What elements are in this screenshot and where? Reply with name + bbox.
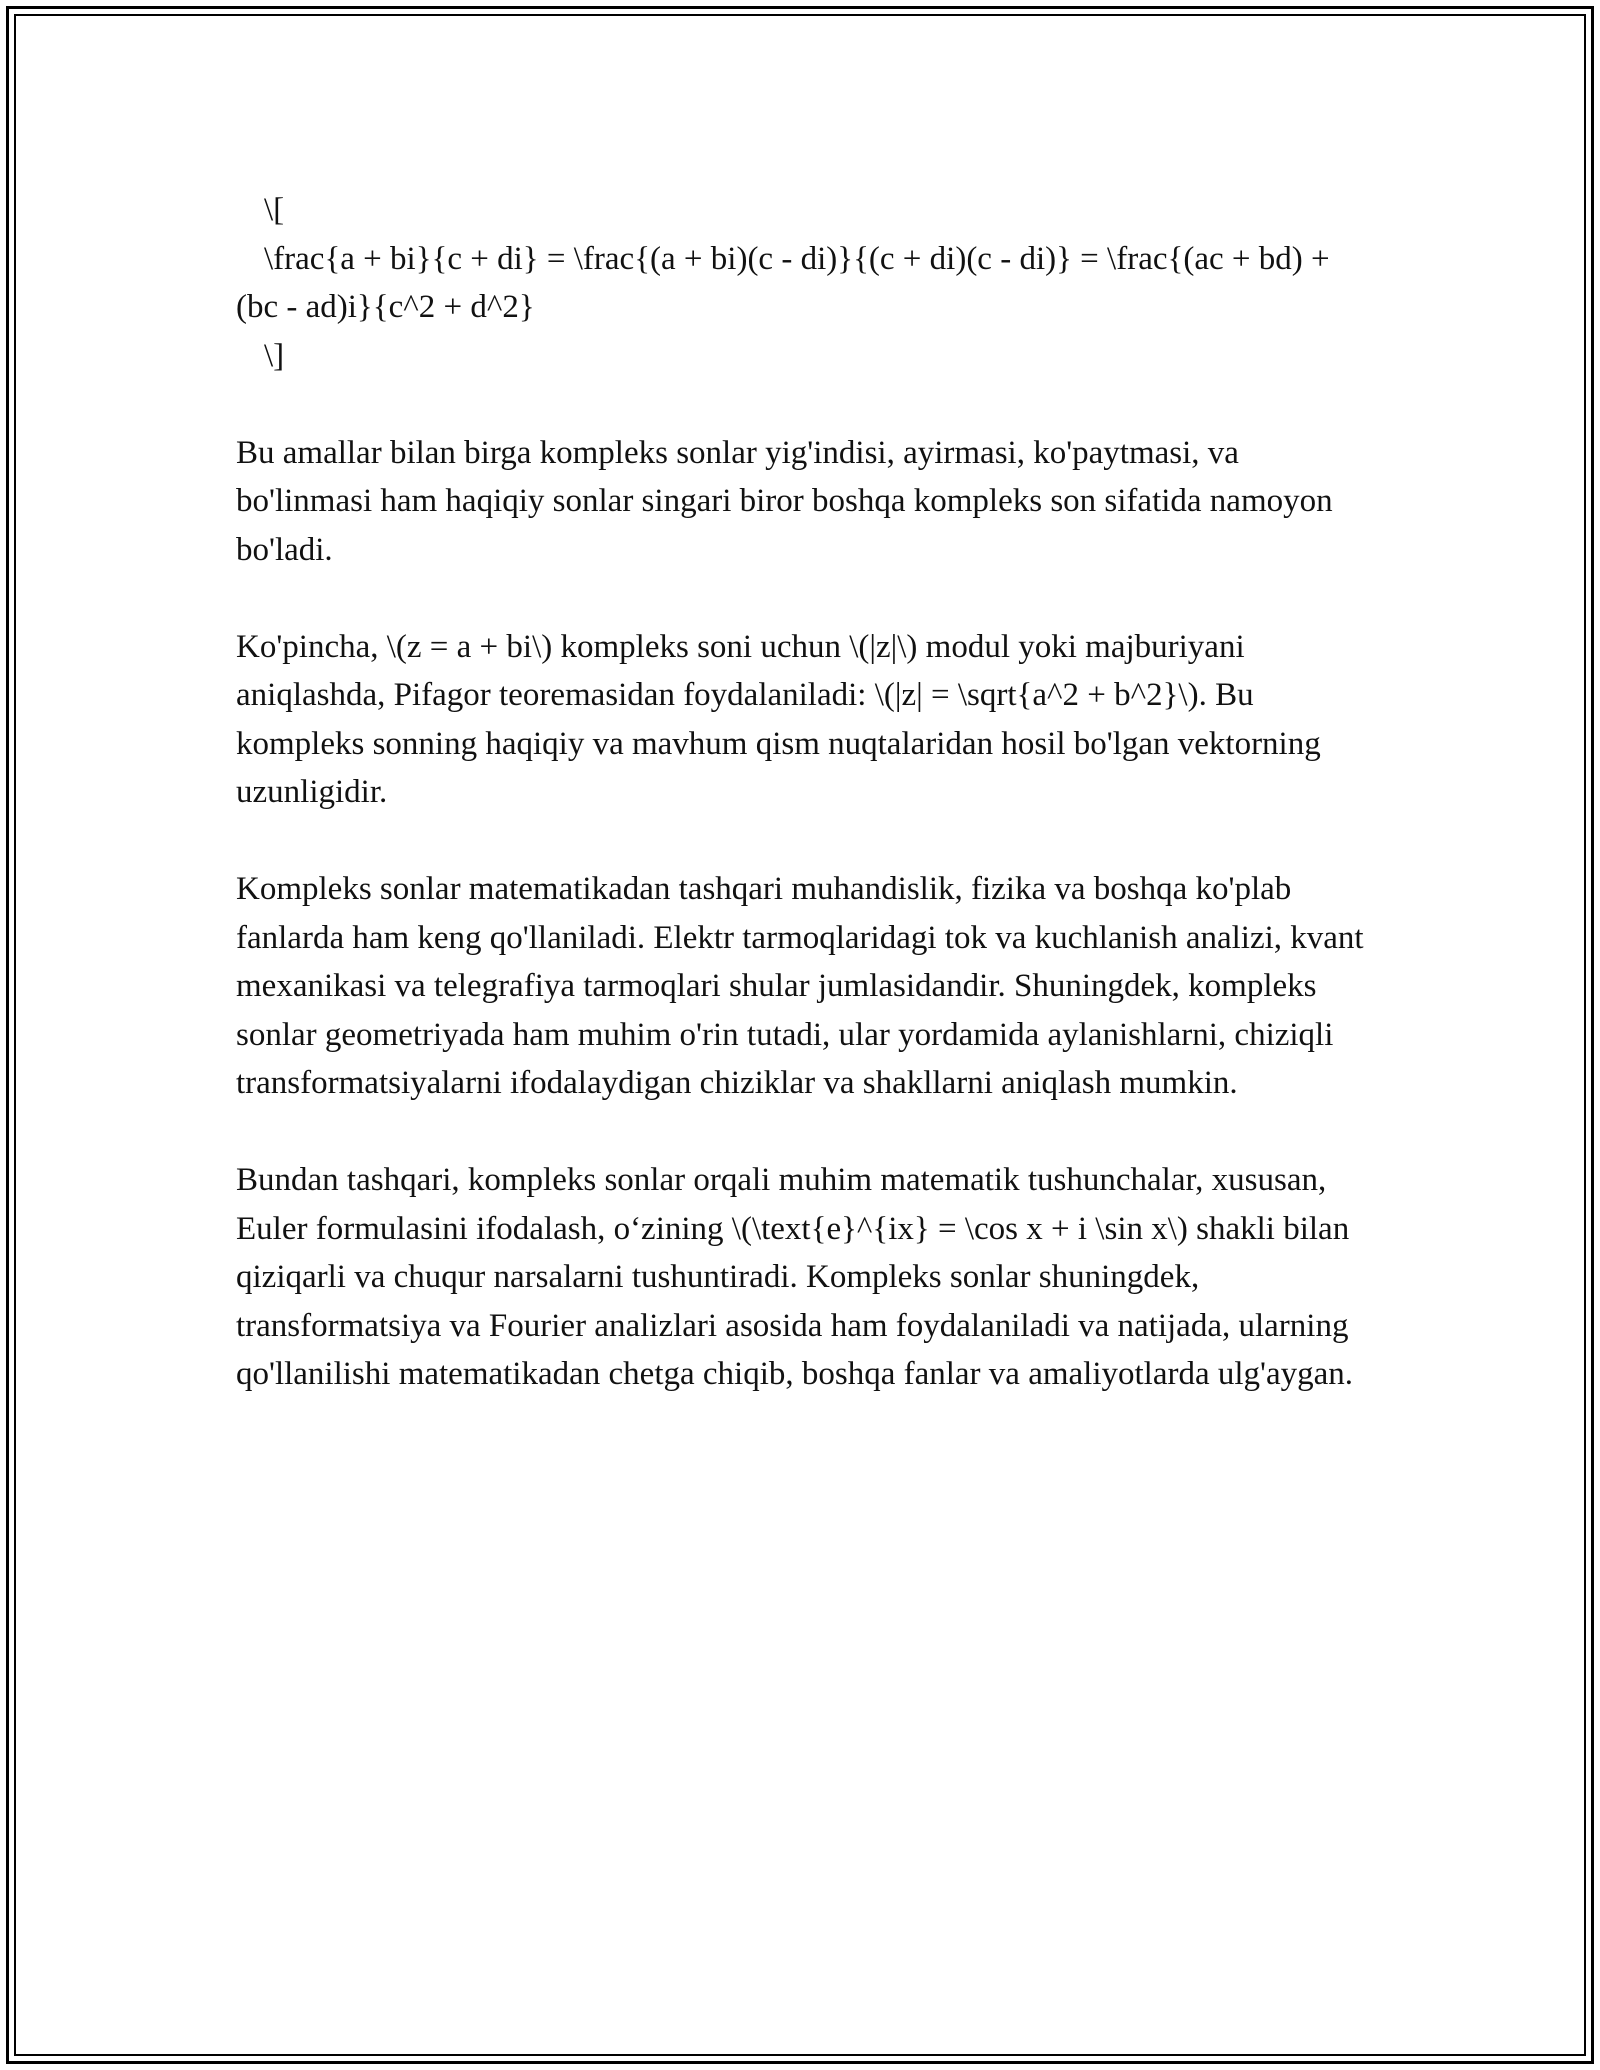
document-body: [236, 186, 1370, 1399]
paragraph-euler: Bundan tashqari, kompleks sonlar orqali muhim matematik tushunchalar, xususan, Euler formulasini ifodalash, o‘zining \(\text{e}^{ix} = \cos x + i \sin x\) shakli bilan qiziqarli va chuqur narsalarni tushuntiradi. Kompleks sonlar shuningdek, transformatsiya va Fourier analizlari asosida ham foydalaniladi va natijada, ularning qo'llanilishi matematikadan chetga chiqib, boshqa fanlar va amaliyotlarda ulg'aygan.: [236, 1162, 1354, 1392]
paragraph-operations: Bu amallar bilan birga kompleks sonlar yig'indisi, ayirmasi, ko'paytmasi, va bo'linmasi ham haqiqiy sonlar singari biror boshqa kompleks son sifatida namoyon bo'ladi.: [236, 434, 1333, 568]
formula-body-line-1: \frac{a + bi}{c + di} = \frac{(a + bi)(c - di)}{(c + di)(c - di)} = \frac{(ac +: [264, 240, 1251, 277]
paragraph-applications: Kompleks sonlar matematikadan tashqari muhandislik, fizika va boshqa ko'plab fanlarda ham keng qo'llaniladi. Elektr tarmoqlaridagi tok va kuchlanish analizi, kvant mexanikasi va telegrafiya tarmoqlari shular jumlasidandir. Shuningdek, kompleks sonlar geometriyada ham muhim o'rin tutadi, ular yordamida aylanishlarni, chiziqli transformatsiyalarni ifodalaydigan chiziklar va shakllarni aniqlash mumkin.: [236, 871, 1364, 1101]
display-formula: [236, 186, 1370, 380]
paragraph-modulus: Ko'pincha, \(z = a + bi\) kompleks soni uchun \(|z|\) modul yoki majburiyani aniqlashda, Pifagor teoremasidan foydalaniladi: \(|z| = \sqrt{a^2 + b^2}\). Bu kompleks sonning haqiqiy va mavhum qism nuqtalaridan hosil bo'lgan vektorning uzunligidir.: [236, 628, 1321, 810]
formula-body-line-2: bd) + (bc - ad)i}{c^2 + d^2}: [236, 240, 1330, 325]
formula-open-delimiter: \[: [264, 192, 285, 228]
formula-close-delimiter: \]: [264, 337, 285, 374]
formula-body: [236, 235, 1370, 332]
